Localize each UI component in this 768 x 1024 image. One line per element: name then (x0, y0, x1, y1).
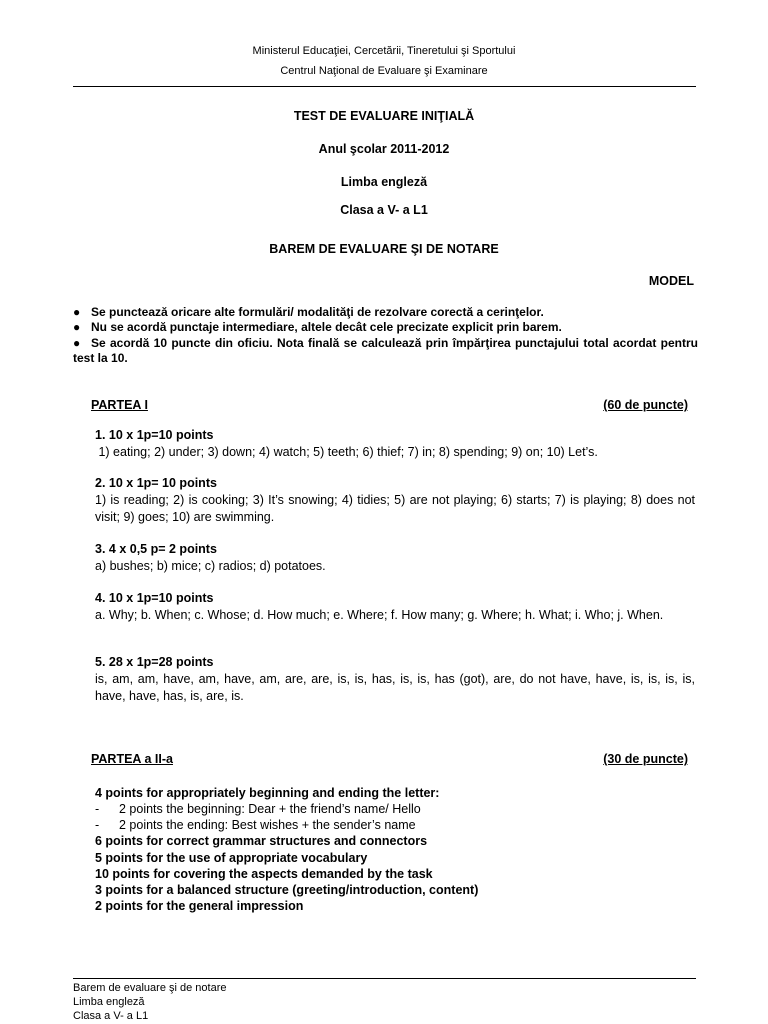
criterion-letter: 4 points for appropriately beginning and ending the letter: (95, 786, 440, 800)
question-4-answer: a. Why; b. When; c. Whose; d. How much; e. Where; f. How many; g. Where; h. What; i. Who; j. When. (95, 608, 664, 622)
rule-text: Nu se acordă punctaje intermediare, altele decât cele precizate explicit prin barem. (91, 320, 562, 334)
part1-header (91, 398, 688, 412)
barem-title: BAREM DE EVALUARE ŞI DE NOTARE (269, 242, 499, 256)
question-5-score: 5. 28 x 1p=28 points (95, 655, 214, 669)
criterion-structure: 3 points for a balanced structure (greeting/introduction, content) (95, 883, 479, 897)
criterion-sub-item (95, 801, 421, 817)
footer-line-1: Barem de evaluare şi de notare (73, 982, 227, 994)
bullet-icon: ● (73, 336, 81, 350)
criterion-impression: 2 points for the general impression (95, 899, 304, 913)
criterion-task: 10 points for covering the aspects demanded by the task (95, 867, 433, 881)
criterion-sub-item (95, 817, 416, 833)
footer-divider (73, 978, 696, 979)
bullet-icon: ● (73, 320, 81, 334)
part1-points: (60 de puncte) (603, 398, 688, 412)
rule-item (73, 320, 698, 335)
question-3-score: 3. 4 x 0,5 p= 2 points (95, 542, 217, 556)
rule-text: Se punctează oricare alte formulări/ modalităţi de rezolvare corectă a cerinţelor. (91, 305, 544, 319)
question-3-answer: a) bushes; b) mice; c) radios; d) potatoes. (95, 559, 326, 573)
header-divider (73, 86, 696, 87)
rule-text: Se acordă 10 puncte din oficiu. Nota finală se calculează prin împărţirea punctajului total acordat pentru test la 10. (73, 336, 698, 365)
part2-label: PARTEA a II-a (91, 752, 173, 766)
class-level: Clasa a V- a L1 (340, 203, 428, 217)
dash-marker: - (95, 802, 100, 816)
part2-header (91, 752, 688, 766)
model-label: MODEL (648, 274, 694, 288)
center-name: Centrul Naţional de Evaluare şi Examinare (280, 65, 488, 77)
question-1-answer: 1) eating; 2) under; 3) down; 4) watch; 5) teeth; 6) thief; 7) in; 8) spending; 9) on; 10) Let’s. (95, 445, 598, 459)
question-1-score: 1. 10 x 1p=10 points (95, 428, 214, 442)
subject: Limba engleză (340, 175, 428, 189)
bullet-icon: ● (73, 305, 81, 319)
criterion-sub-text: 2 points the beginning: Dear + the friend’s name/ Hello (119, 802, 421, 816)
part2-points: (30 de puncte) (603, 752, 688, 766)
footer-line-2: Limba engleză (73, 996, 145, 1008)
footer-line-3: Clasa a V- a L1 (73, 1010, 149, 1022)
criterion-sub-text: 2 points the ending: Best wishes + the sender’s name (119, 818, 416, 832)
ministry-name: Ministerul Educaţiei, Cercetării, Tineretului şi Sportului (252, 45, 516, 57)
criterion-vocabulary: 5 points for the use of appropriate vocabulary (95, 851, 368, 865)
dash-marker: - (95, 818, 100, 832)
part1-label: PARTEA I (91, 398, 148, 412)
question-2-answer: 1) is reading; 2) is cooking; 3) It’s snowing; 4) tidies; 5) are not playing; 6) starts; 7) is playing; 8) does not visit; 9) goes; 10) are swimming. (95, 493, 695, 524)
rule-item (73, 305, 698, 320)
question-2-score: 2. 10 x 1p= 10 points (95, 476, 217, 490)
question-5-answer: is, am, am, have, am, have, am, are, are, is, is, has, is, is, has (got), are, do not have, have, is, is, is, is, have, have, has, is, are, is. (95, 672, 695, 703)
criterion-grammar: 6 points for correct grammar structures and connectors (95, 834, 428, 848)
test-title: TEST DE EVALUARE INIŢIALĂ (293, 109, 475, 123)
school-year: Anul şcolar 2011-2012 (318, 142, 450, 156)
rule-item (73, 336, 698, 366)
question-4-score: 4. 10 x 1p=10 points (95, 591, 214, 605)
